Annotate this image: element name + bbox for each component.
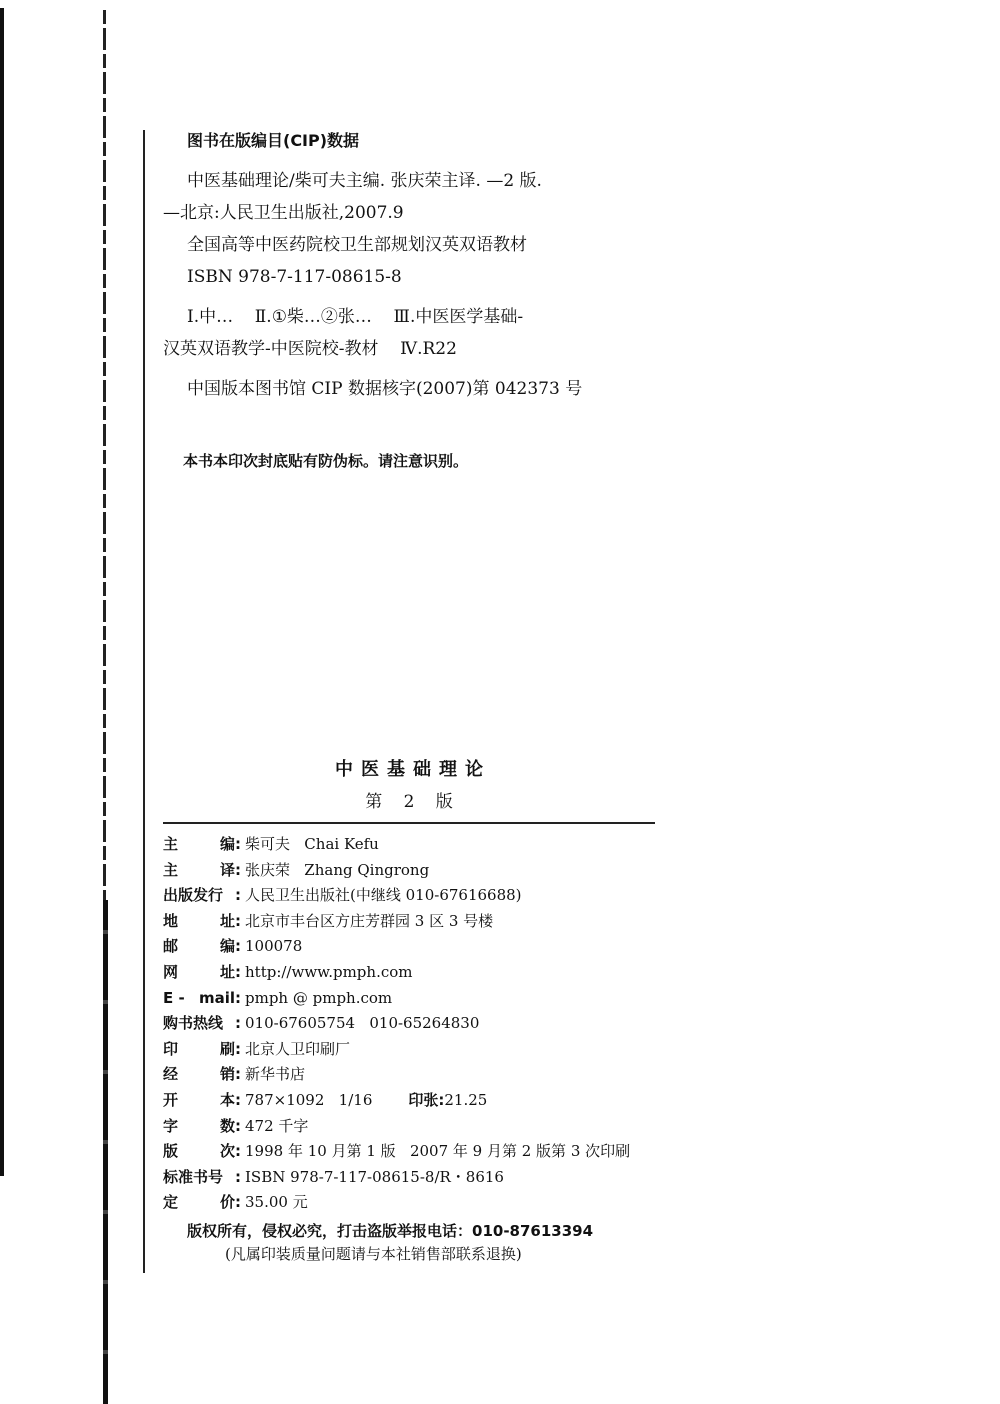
divider <box>163 822 655 824</box>
label-part: E - <box>163 988 185 1007</box>
label-part: 址 <box>219 911 235 930</box>
label-part: 字 <box>163 1116 179 1135</box>
label-part: 开 <box>163 1090 179 1109</box>
label-colon: : <box>235 1065 241 1084</box>
label-part: 编 <box>219 937 235 956</box>
label-part: mail <box>198 988 235 1007</box>
imprint-label <box>163 858 235 884</box>
label-part: 购书热线 <box>163 1014 224 1033</box>
label-part: 本 <box>219 1090 235 1109</box>
imprint-label <box>163 1165 235 1191</box>
book-edition: 第 2 版 <box>365 792 461 812</box>
label-colon: : <box>235 860 241 879</box>
imprint-row <box>163 1088 655 1114</box>
label-part: 印 <box>163 1039 179 1058</box>
imprint-row <box>163 883 655 909</box>
imprint-row <box>163 1114 655 1140</box>
label-colon: : <box>235 1116 241 1135</box>
imprint-row <box>163 1139 655 1165</box>
label-part: 标准书号 <box>163 1167 224 1186</box>
imprint-value: 472 千字 <box>245 1116 309 1135</box>
imprint-row <box>163 1190 655 1216</box>
imprint-value: 北京人卫印刷厂 <box>245 1039 351 1058</box>
printed-sheets-label: 印张: <box>408 1090 445 1109</box>
label-colon: : <box>235 1142 241 1161</box>
imprint-label <box>163 1011 235 1037</box>
margin-rule <box>143 130 145 1273</box>
cip-line: 中医基础理论/柴可夫主编. 张庆荣主译. —2 版. <box>187 171 542 191</box>
label-colon: : <box>235 1193 241 1212</box>
label-part: 主 <box>163 835 179 853</box>
label-part: 地 <box>163 911 179 930</box>
label-part: 数 <box>219 1116 235 1135</box>
imprint-label <box>163 960 235 986</box>
label-part: 址 <box>219 962 235 981</box>
label-part: 编 <box>219 835 235 853</box>
printed-sheets-value: 21.25 <box>444 1090 488 1109</box>
label-part: 次 <box>219 1142 235 1161</box>
imprint-row <box>163 934 655 960</box>
label-colon: : <box>235 937 241 956</box>
imprint-value: pmph @ pmph.com <box>245 988 393 1007</box>
label-colon: : <box>235 911 241 930</box>
imprint-value: http://www.pmph.com <box>245 962 413 981</box>
label-part: 经 <box>163 1065 179 1084</box>
imprint-row <box>163 1037 655 1063</box>
imprint-row <box>163 1062 655 1088</box>
cip-number: 中国版本图书馆 CIP 数据核字(2007)第 042373 号 <box>187 379 583 399</box>
imprint-row <box>163 1011 655 1037</box>
book-title: 中医基础理论 <box>335 759 491 780</box>
label-colon: : <box>235 1167 241 1186</box>
imprint-label <box>163 934 235 960</box>
imprint-label <box>163 883 235 909</box>
imprint-value: 新华书店 <box>245 1065 306 1084</box>
label-part: 价 <box>219 1193 235 1212</box>
label-colon: : <box>235 886 241 905</box>
imprint-label <box>163 986 235 1012</box>
imprint-row <box>163 986 655 1012</box>
imprint-value: ISBN 978-7-117-08615-8/R・8616 <box>245 1167 504 1186</box>
imprint-label <box>163 1139 235 1165</box>
imprint-value: 张庆荣 Zhang Qingrong <box>245 860 430 879</box>
cip-classification: 汉英双语教学-中医院校-教材 Ⅳ.R22 <box>163 339 457 359</box>
imprint-label <box>163 1088 235 1114</box>
return-note: (凡属印装质量问题请与本社销售部联系退换) <box>225 1244 522 1263</box>
imprint-value: 人民卫生出版社(中继线 010-67616688) <box>245 886 522 905</box>
imprint-value: 100078 <box>245 937 303 956</box>
imprint-value: 北京市丰台区方庄芳群园 3 区 3 号楼 <box>245 911 494 930</box>
label-part: 出版发行 <box>163 886 224 905</box>
imprint-value: 787×1092 1/16 <box>245 1090 373 1109</box>
imprint-details <box>163 832 655 1216</box>
label-colon: : <box>235 962 241 981</box>
label-colon: : <box>235 835 241 853</box>
imprint-label <box>163 1190 235 1216</box>
label-part: 销 <box>219 1065 235 1084</box>
label-colon: : <box>235 1039 241 1058</box>
copyright-line: 版权所有，侵权必究，打击盗版举报电话：010-87613394 <box>187 1221 594 1240</box>
anti-counterfeit-notice: 本书本印次封底贴有防伪标。请注意识别。 <box>183 452 469 470</box>
cip-classification: Ⅰ.中… Ⅱ.①柴…②张… Ⅲ.中医医学基础- <box>187 307 524 327</box>
imprint-label <box>163 1114 235 1140</box>
label-colon: : <box>235 988 241 1007</box>
imprint-value: 010-67605754 010-65264830 <box>245 1014 480 1033</box>
imprint-value: 柴可夫 Chai Kefu <box>245 835 379 853</box>
imprint-row <box>163 909 655 935</box>
label-part: 邮 <box>163 937 179 956</box>
imprint-row <box>163 858 655 884</box>
book-imprint <box>163 755 655 1264</box>
imprint-row <box>163 1165 655 1191</box>
cip-line: ISBN 978-7-117-08615-8 <box>187 267 402 287</box>
label-colon: : <box>235 1090 241 1109</box>
cip-title: 图书在版编目(CIP)数据 <box>187 131 360 150</box>
cip-line: —北京:人民卫生出版社,2007.9 <box>163 203 404 223</box>
label-part: 定 <box>163 1193 179 1212</box>
imprint-value: 35.00 元 <box>245 1193 308 1212</box>
imprint-label <box>163 909 235 935</box>
label-part: 刷 <box>219 1039 235 1058</box>
scan-binding-line-lower <box>103 900 108 1404</box>
imprint-label <box>163 1037 235 1063</box>
label-part: 网 <box>163 962 179 981</box>
imprint-label <box>163 832 235 858</box>
imprint-value: 1998 年 10 月第 1 版 2007 年 9 月第 2 版第 3 次印刷 <box>245 1142 631 1161</box>
imprint-row <box>163 960 655 986</box>
label-colon: : <box>235 1014 241 1033</box>
cip-block <box>163 128 633 405</box>
page-edge <box>0 8 4 1176</box>
imprint-label <box>163 1062 235 1088</box>
imprint-row <box>163 832 655 858</box>
cip-line: 全国高等中医药院校卫生部规划汉英双语教材 <box>187 235 527 255</box>
label-part: 译 <box>219 860 235 879</box>
label-part: 主 <box>163 860 179 879</box>
label-part: 版 <box>163 1142 179 1161</box>
